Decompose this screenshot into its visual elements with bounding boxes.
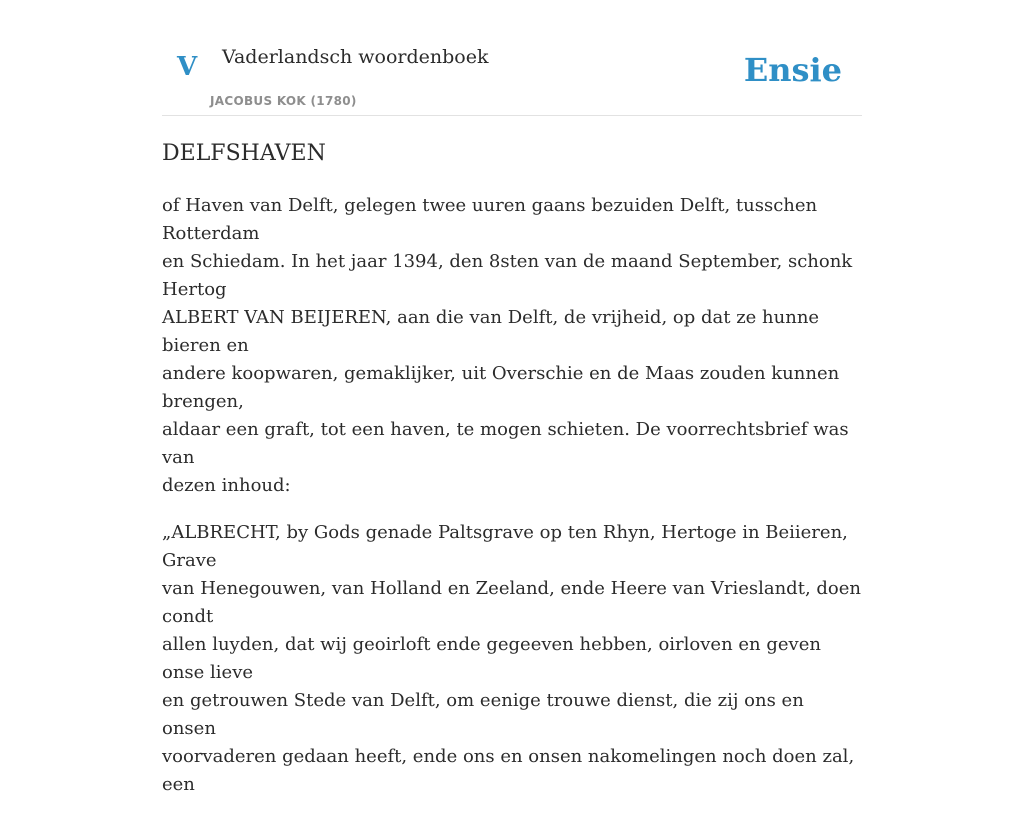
ensie-logo[interactable]: Ensie <box>743 51 842 89</box>
entry-paragraph: of Haven van Delft, gelegen twee uuren gaans bezuiden Delft, tusschen Rotterdam en Schiedam. In het jaar 1394, den 8sten van de maand September, schonk Hertog ALBERT VAN BEIJEREN, aan die van Delft, de vrijheid, op dat ze hunne bieren en andere koopwaren, gemaklijker, uit Overschie en de Maas zouden kunnen brengen, aldaar een graft, tot een haven, te mogen schieten. De voorrechtsbrief was van dezen inhoud: <box>162 195 853 496</box>
header <box>162 40 862 116</box>
book-letter-badge[interactable]: V <box>177 52 198 82</box>
entry-body <box>162 192 862 818</box>
book-author: JACOBUS KOK (1780) <box>210 94 357 108</box>
entry-title: DELFSHAVEN <box>162 141 326 166</box>
book-title-link[interactable]: Vaderlandsch woordenboek <box>222 46 489 68</box>
entry-paragraph: „ALBRECHT, by Gods genade Paltsgrave op ten Rhyn, Hertoge in Beiieren, Grave van Henegouwen, van Holland en Zeeland, ende Heere van Vrieslandt, doen condt allen luyden, dat wij geoirloft ende gegeeven hebben, oirloven en geven onse lieve en getrouwen Stede van Delft, om eenige trouwe dienst, die zij ons en onsen voorvaderen gedaan heeft, ende ons en onsen nakomelingen noch doen zal, een <box>162 522 861 795</box>
